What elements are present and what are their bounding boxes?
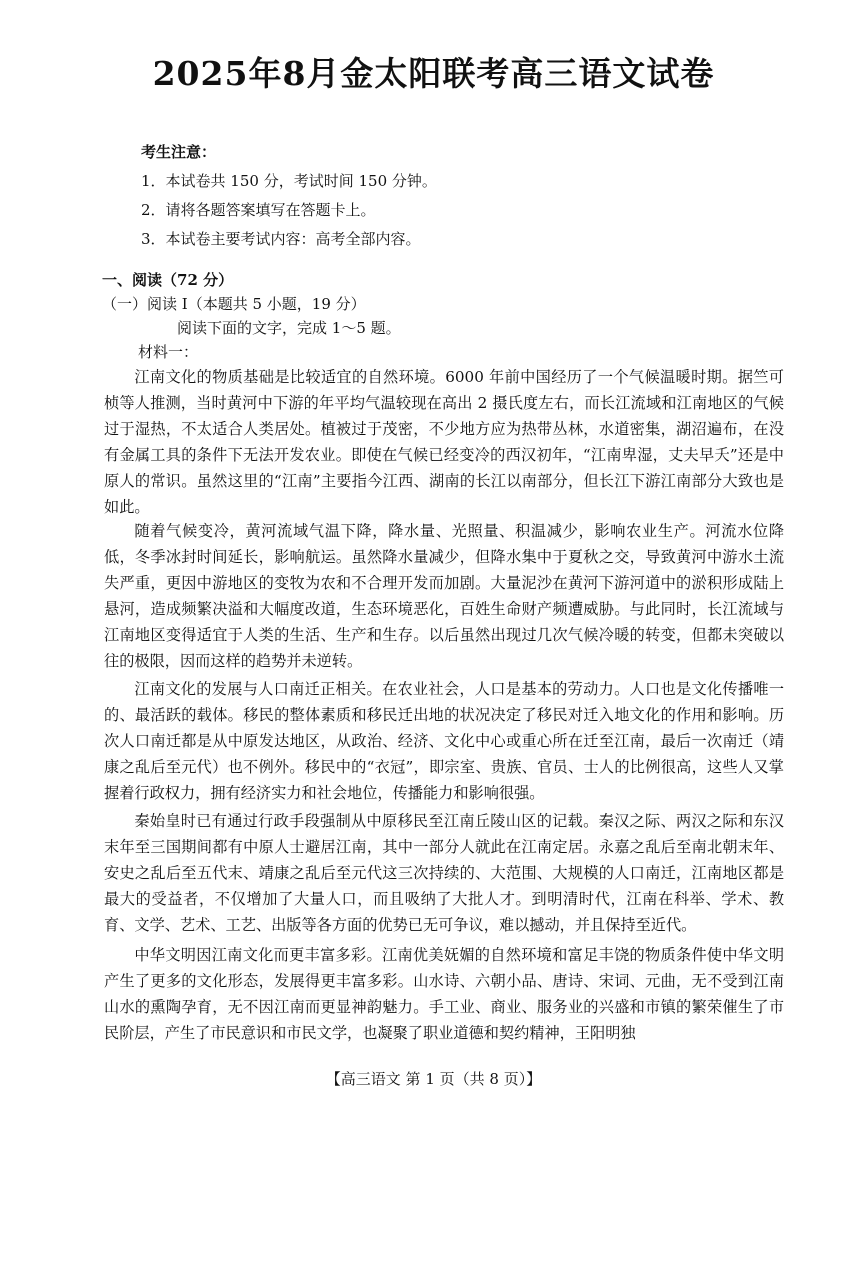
- material-paragraph-1-block: [104, 364, 784, 520]
- notice-item-1: 1．本试卷共 150 分，考试时间 150 分钟。: [141, 172, 437, 190]
- material-paragraph: 江南文化的发展与人口南迁正相关。在农业社会，人口是基本的劳动力。人口也是文化传播唯一的、最活跃的载体。移民的整体素质和移民迁出地的状况决定了移民对迁入地文化的作用和影响。历次人口南迁都是从中原发达地区，从政治、经济、文化中心或重心所在迁至江南，最后一次南迁（靖康之乱后至元代）也不例外。移民中的“衣冠”，即宗室、贵族、官员、士人的比例很高，这些人又掌握着行政权力，拥有经济实力和社会地位，传播能力和影响很强。: [104, 680, 784, 802]
- material-label: 材料一：: [138, 343, 199, 361]
- material-paragraph-5-block: [104, 942, 784, 1046]
- material-paragraph-2-block: [104, 518, 784, 674]
- notice-item-3: 3．本试卷主要考试内容：高考全部内容。: [141, 230, 421, 248]
- reading-section-header: [102, 268, 802, 364]
- exam-title: 2025年8月金太阳联考高三语文试卷: [152, 54, 715, 93]
- page-footer: 【高三语文 第 1 页（共 8 页）】: [325, 1070, 542, 1088]
- section-subheading: （一）阅读 I（本题共 5 小题，19 分）: [102, 295, 366, 313]
- material-paragraph: 随着气候变冷，黄河流域气温下降，降水量、光照量、积温减少，影响农业生产。河流水位降低，冬季冰封时间延长，影响航运。虽然降水量减少，但降水集中于夏秋之交，导致黄河中游水土流失严重，更因中游地区的变牧为农和不合理开发而加剧。大量泥沙在黄河下游河道中的淤积形成陆上悬河，造成频繁决溢和大幅度改道，生态环境恶化，百姓生命财产频遭威胁。与此同时，长江流域与江南地区变得适宜于人类的生活、生产和生存。以后虽然出现过几次气候冷暖的转变，但都未突破以往的极限，因而这样的趋势并未逆转。: [104, 522, 784, 670]
- reading-instruction: 阅读下面的文字，完成 1～5 题。: [177, 319, 401, 337]
- section-heading: 一、阅读（72 分）: [102, 271, 234, 289]
- notice-item-2: 2．请将各题答案填写在答题卡上。: [141, 201, 376, 219]
- material-paragraph: 江南文化的物质基础是比较适宜的自然环境。6000 年前中国经历了一个气候温暖时期。据竺可桢等人推测，当时黄河中下游的年平均气温较现在高出 2 摄氏度左右，而长江流域和江南地区的气候过于湿热，不太适合人类居处。植被过于茂密，不少地方应为热带丛林，水道密集，湖沼遍布，在没有金属工具的条件下无法开发农业。即使在气候已经变冷的西汉初年，“江南卑湿，丈夫早夭”还是中原人的常识。虽然这里的“江南”主要指今江西、湖南的长江以南部分，但长江下游江南部分大致也是如此。: [104, 368, 784, 516]
- candidate-notice: [141, 138, 741, 254]
- material-paragraph: 秦始皇时已有通过行政手段强制从中原移民至江南丘陵山区的记载。秦汉之际、两汉之际和东汉末年至三国期间都有中原人士避居江南，其中一部分人就此在江南定居。永嘉之乱后至南北朝末年、安史之乱后至五代末、靖康之乱后至元代这三次持续的、大范围、大规模的人口南迁，江南地区都是最大的受益者，不仅增加了大量人口，而且吸纳了大批人才。到明清时代，江南在科举、学术、教育、文学、艺术、工艺、出版等各方面的优势已无可争议，难以撼动，并且保持至近代。: [104, 812, 784, 934]
- material-paragraph-3-block: [104, 676, 784, 806]
- material-paragraph-4-block: [104, 808, 784, 938]
- material-paragraph: 中华文明因江南文化而更丰富多彩。江南优美妩媚的自然环境和富足丰饶的物质条件使中华文明产生了更多的文化形态，发展得更丰富多彩。山水诗、六朝小品、唐诗、宋词、元曲，无不受到江南山水的熏陶孕育，无不因江南而更显神韵魅力。手工业、商业、服务业的兴盛和市镇的繁荣催生了市民阶层，产生了市民意识和市民文学，也凝聚了职业道德和契约精神，王阳明独: [104, 946, 784, 1042]
- notice-heading: 考生注意：: [141, 143, 217, 161]
